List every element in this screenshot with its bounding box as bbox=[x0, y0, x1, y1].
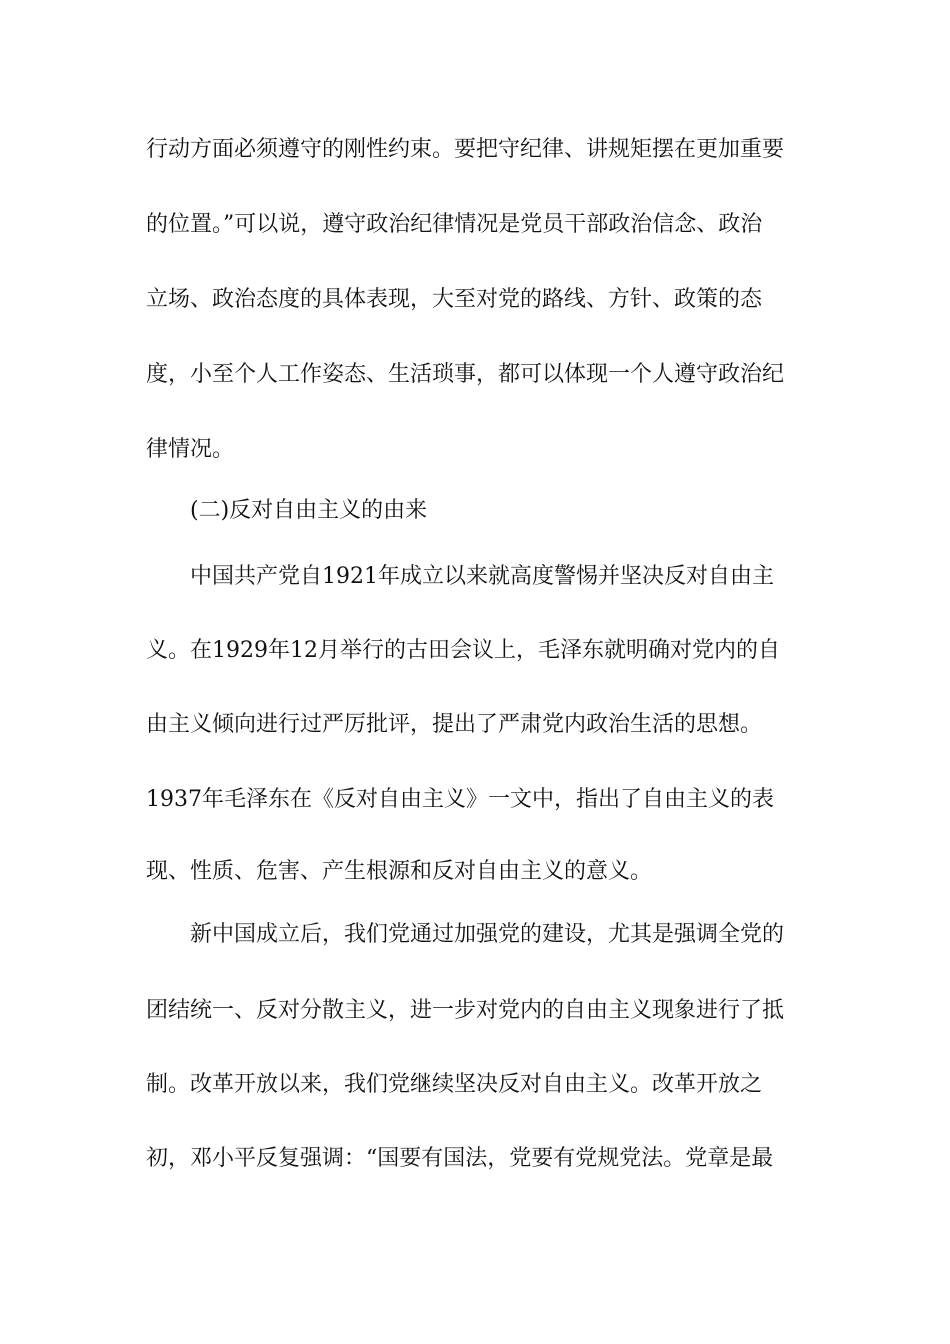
text-line: 制。改革开放以来，我们党继续坚决反对自由主义。改革开放之 bbox=[146, 1072, 763, 1097]
text-line: 由主义倾向进行过严厉批评，提出了严肃党内政治生活的思想。 bbox=[146, 712, 763, 737]
text-line: 初，邓小平反复强调：“国要有国法，党要有党规党法。党章是最 bbox=[146, 1146, 774, 1171]
text-line: 行动方面必须遵守的刚性约束。要把守纪律、讲规矩摆在更加重要 bbox=[146, 137, 785, 162]
text-line: 中国共产党自1921年成立以来就高度警惕并坚决反对自由主 bbox=[190, 564, 774, 589]
section-heading: (二)反对自由主义的由来 bbox=[190, 498, 428, 523]
text-line: 立场、政治态度的具体表现，大至对党的路线、方针、政策的态 bbox=[146, 287, 763, 312]
text-line: 度，小至个人工作姿态、生活琐事，都可以体现一个人遵守政治纪 bbox=[146, 362, 785, 387]
text-line: 新中国成立后，我们党通过加强党的建设，尤其是强调全党的 bbox=[190, 922, 785, 947]
text-line: 义。在1929年12月举行的古田会议上，毛泽东就明确对党内的自 bbox=[146, 638, 780, 663]
text-line: 的位置。”可以说，遵守政治纪律情况是党员干部政治信念、政治 bbox=[146, 212, 763, 237]
text-line: 现、性质、危害、产生根源和反对自由主义的意义。 bbox=[146, 859, 653, 884]
text-line: 律情况。 bbox=[146, 437, 235, 462]
text-line: 1937年毛泽东在《反对自由主义》一文中，指出了自由主义的表 bbox=[146, 787, 774, 812]
text-line: 团结统一、反对分散主义，进一步对党内的自由主义现象进行了抵 bbox=[146, 998, 785, 1023]
